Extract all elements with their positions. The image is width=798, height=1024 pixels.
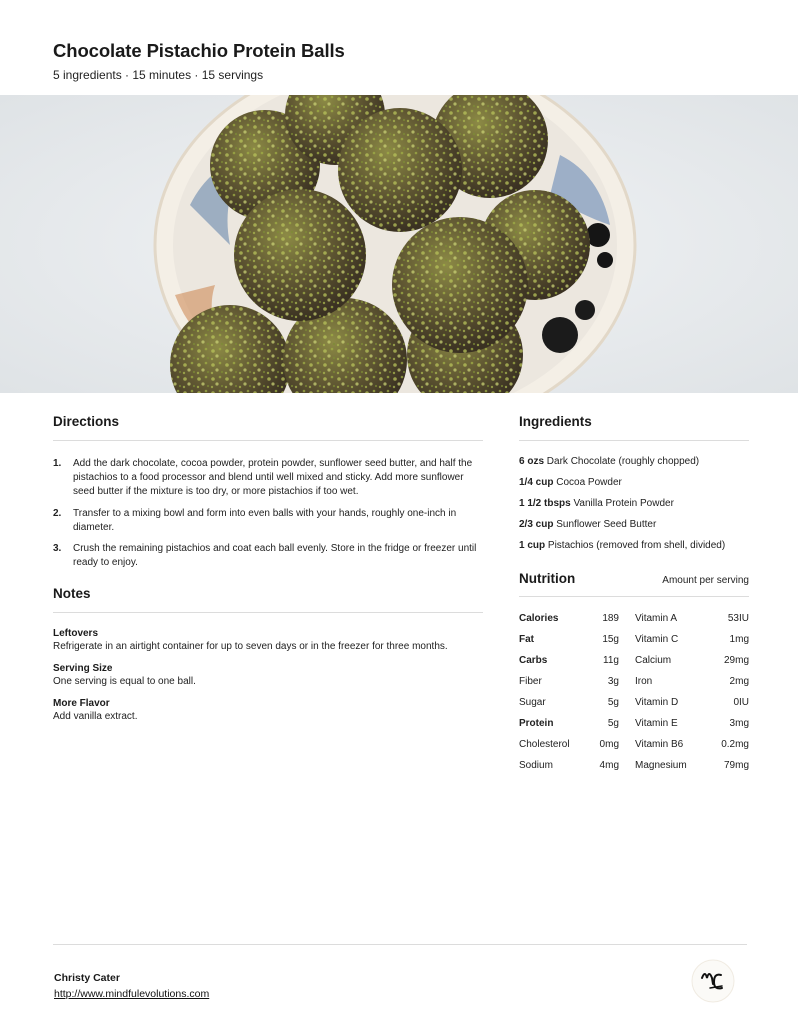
notes-section	[53, 586, 483, 732]
nutrient-name: Fat	[519, 634, 534, 645]
step-number: 2.	[53, 507, 62, 519]
step-number: 1.	[53, 458, 62, 469]
step-number: 3.	[53, 543, 62, 555]
recipe-summary: 5 ingredients · 15 minutes · 15 servings	[53, 68, 264, 82]
nutrition-row	[519, 760, 749, 781]
directions-list	[53, 441, 483, 570]
signature-logo-icon	[690, 958, 736, 1004]
directions-section	[53, 414, 483, 577]
ingredient-name: Pistachios (removed from shell, divided)	[547, 540, 726, 551]
nutrition-section	[519, 571, 749, 781]
nutrient-value: 29mg	[723, 655, 749, 666]
note-text: One serving is equal to one ball.	[53, 676, 196, 687]
nutrient-name: Vitamin B6	[635, 739, 684, 750]
nutrient-value: 3g	[607, 676, 619, 687]
note-item	[53, 697, 483, 724]
nutrient-name: Vitamin D	[635, 697, 679, 708]
ingredient-name: Sunflower Seed Butter	[556, 519, 657, 530]
nutrient-value: 15g	[602, 634, 619, 645]
nutrient-value: 4mg	[599, 760, 619, 771]
nutrition-row	[519, 739, 749, 760]
nutrient-name: Carbs	[519, 655, 548, 666]
ingredient-quantity: 1 cup	[519, 540, 546, 551]
ingredients-list	[519, 441, 749, 552]
note-item	[53, 662, 483, 689]
nutrient-value: 79mg	[723, 760, 749, 771]
note-text: Add vanilla extract.	[53, 711, 138, 722]
nutrient-value: 5g	[607, 718, 619, 729]
ingredient-item	[519, 455, 749, 468]
recipe-header	[53, 40, 345, 82]
nutrient-name: Protein	[519, 718, 554, 729]
nutrient-value: 2mg	[729, 676, 749, 687]
recipe-title: Chocolate Pistachio Protein Balls	[53, 40, 345, 61]
nutrient-name: Vitamin A	[635, 613, 678, 624]
nutrition-row	[519, 634, 749, 655]
nutrition-row	[519, 718, 749, 739]
ingredient-quantity: 1/4 cup	[519, 477, 554, 488]
nutrition-row	[519, 676, 749, 697]
direction-step	[53, 507, 483, 535]
nutrition-row	[519, 613, 749, 634]
ingredient-name: Cocoa Powder	[556, 477, 622, 488]
step-text: Crush the remaining pistachios and coat each ball evenly. Store in the fridge or freezer until ready to enjoy.	[73, 543, 477, 569]
ingredient-quantity: 2/3 cup	[519, 519, 554, 530]
nutrient-value: 11g	[603, 655, 619, 666]
nutrition-row	[519, 697, 749, 718]
nutrient-value: 0.2mg	[721, 739, 749, 750]
nutrient-name: Iron	[635, 676, 653, 687]
brand-logo	[690, 958, 736, 1004]
nutrient-name: Sugar	[519, 697, 546, 708]
nutrient-name: Fiber	[519, 676, 542, 687]
direction-step	[53, 542, 483, 570]
nutrient-value: 3mg	[729, 718, 749, 729]
recipe-photo	[0, 95, 798, 393]
ingredient-name: Dark Chocolate (roughly chopped)	[546, 456, 700, 467]
directions-heading: Directions	[53, 414, 483, 441]
ingredient-item	[519, 497, 749, 510]
nutrition-heading: Nutrition	[519, 571, 576, 586]
note-text: Refrigerate in an airtight container for up to seven days or in the freezer for three months.	[53, 641, 448, 652]
note-title: Serving Size	[53, 663, 113, 674]
per-serving-label: Amount per serving	[662, 575, 749, 586]
ingredient-name: Vanilla Protein Powder	[573, 498, 674, 509]
nutrition-header	[519, 571, 749, 597]
nutrient-name: Magnesium	[635, 760, 687, 771]
ingredient-item	[519, 539, 749, 552]
nutrition-row	[519, 655, 749, 676]
note-title: Leftovers	[53, 628, 99, 639]
ingredient-item	[519, 476, 749, 489]
nutrient-name: Sodium	[519, 760, 553, 771]
nutrient-name: Cholesterol	[519, 739, 570, 750]
nutrition-table	[519, 597, 749, 781]
nutrient-value: 5g	[607, 697, 619, 708]
ingredient-item	[519, 518, 749, 531]
notes-list	[53, 613, 483, 724]
nutrient-value: 0mg	[599, 739, 619, 750]
notes-heading: Notes	[53, 586, 483, 613]
nutrient-value: 0IU	[733, 697, 749, 708]
nutrient-name: Vitamin E	[635, 718, 678, 729]
ingredients-heading: Ingredients	[519, 414, 749, 441]
author-website-link[interactable]: http://www.mindfulevolutions.com	[54, 988, 210, 1000]
note-item	[53, 627, 483, 654]
note-title: More Flavor	[53, 698, 110, 709]
step-text: Transfer to a mixing bowl and form into even balls with your hands, roughly one-inch in diameter.	[73, 507, 457, 533]
direction-step	[53, 457, 483, 500]
nutrient-value: 1mg	[729, 634, 749, 645]
nutrient-name: Calcium	[635, 655, 672, 666]
author-name: Christy Cater	[54, 972, 120, 984]
nutrient-value: 189	[602, 613, 619, 624]
ingredient-quantity: 1 1/2 tbsps	[519, 498, 571, 509]
nutrient-value: 53IU	[727, 613, 749, 624]
ingredient-quantity: 6 ozs	[519, 456, 545, 467]
ingredients-section	[519, 414, 749, 560]
footer-divider	[53, 944, 747, 945]
nutrient-name: Vitamin C	[635, 634, 679, 645]
protein-balls-photo	[0, 95, 798, 393]
nutrient-name: Calories	[519, 613, 559, 624]
step-text: Add the dark chocolate, cocoa powder, protein powder, sunflower seed butter, and half the pistachios to a food processor and blend until well mixed and sticky. Add more sunflower seed butter if the mixture is too dry, or more pistachios if too wet.	[73, 458, 473, 498]
